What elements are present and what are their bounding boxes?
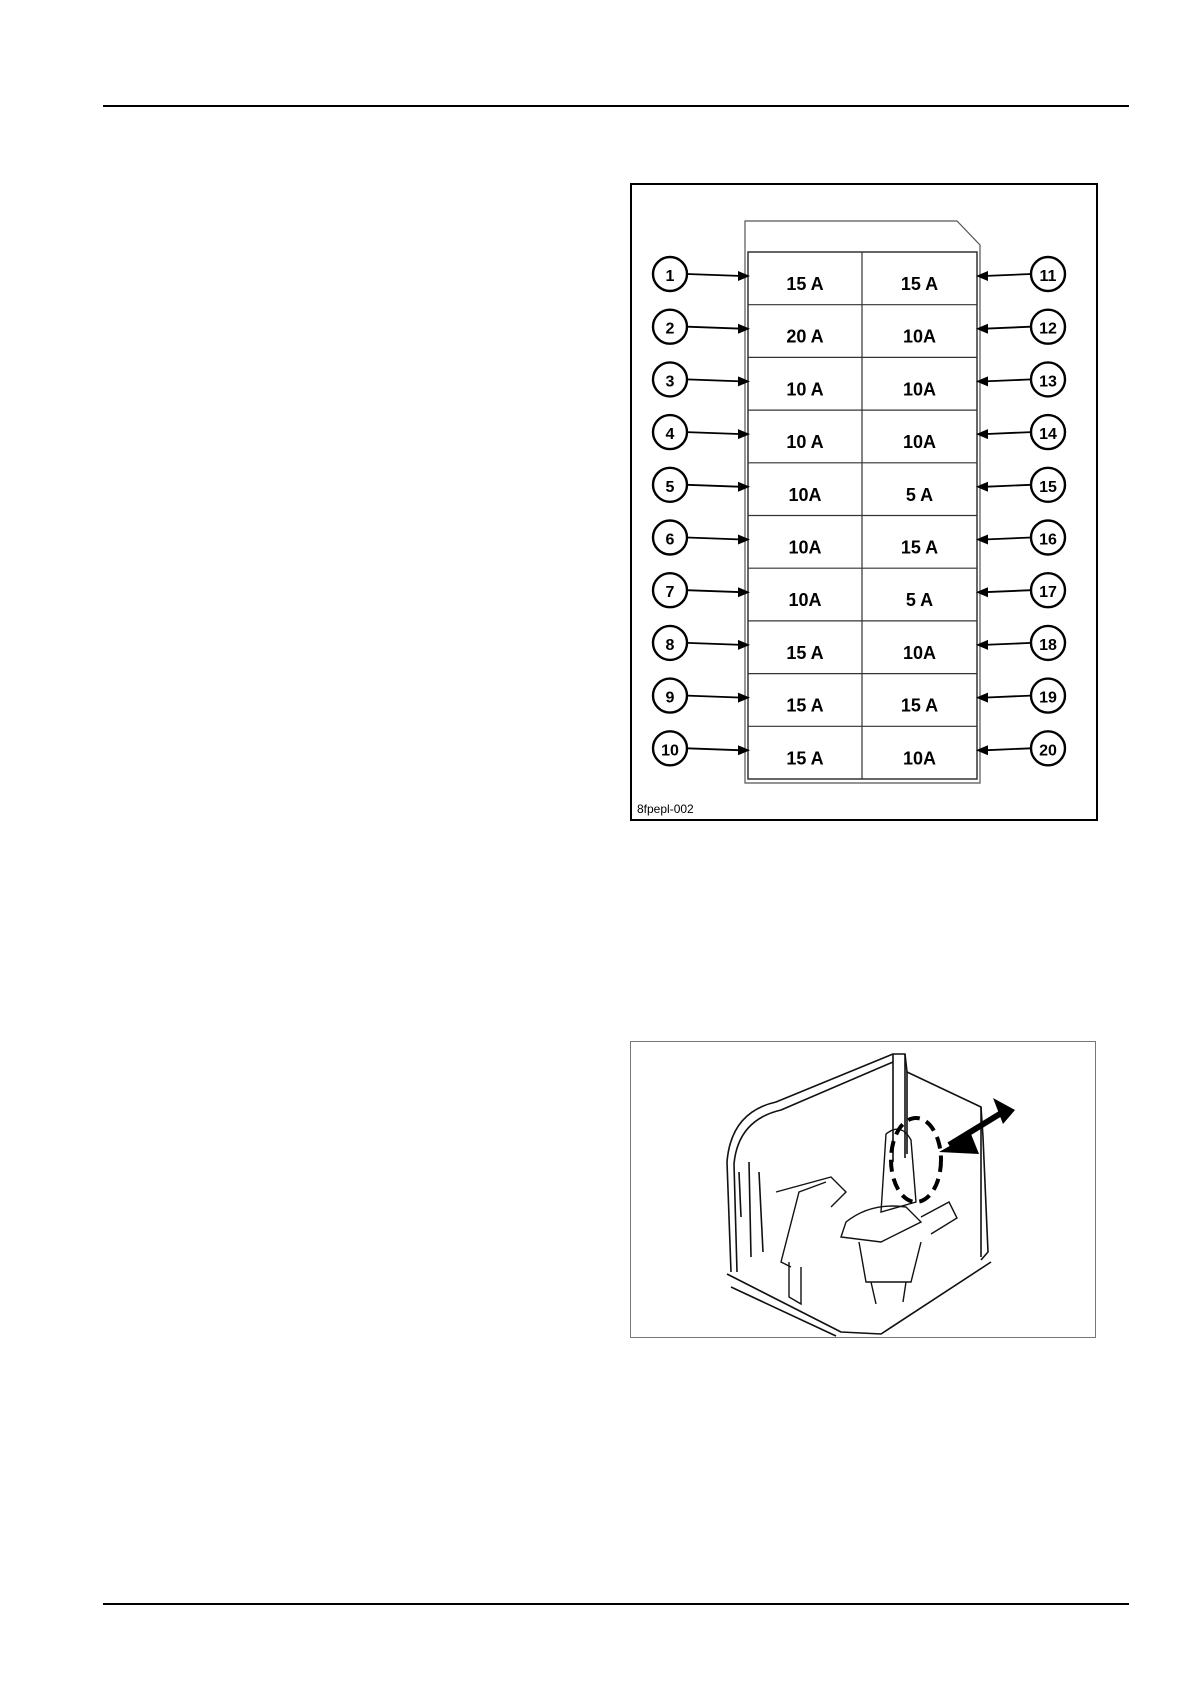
header-rule	[103, 105, 1129, 107]
callout-number-right: 20	[1039, 742, 1057, 760]
fuse-box-diagram	[632, 185, 1096, 785]
callout-arrow-right	[984, 590, 1031, 592]
callout-arrow-left	[687, 696, 742, 698]
callout-number-left: 7	[665, 584, 675, 602]
cab-frame	[727, 1054, 991, 1336]
arrowhead-left-icon	[976, 640, 988, 650]
callout-arrow-right	[984, 696, 1031, 698]
figure-label: 8fpepl-002	[637, 802, 694, 816]
pointer-arrow-icon	[939, 1098, 1015, 1154]
fuse-rating-right: 10A	[902, 432, 937, 453]
fuse-rating-left: 15 A	[786, 695, 824, 716]
arrowhead-left-icon	[976, 324, 988, 334]
callout-arrow-left	[687, 590, 742, 592]
footer-rule	[103, 1603, 1129, 1605]
arrowhead-left-icon	[976, 376, 988, 386]
fuse-rating-left: 20 A	[786, 326, 824, 347]
callout-number-right: 15	[1039, 478, 1057, 496]
callout-number-left: 3	[665, 373, 675, 391]
callout-arrow-right	[984, 432, 1031, 434]
arrowhead-left-icon	[976, 745, 988, 755]
callout-number-right: 19	[1039, 689, 1057, 707]
callout-number-left: 1	[665, 268, 675, 285]
fuse-rating-left: 10A	[788, 537, 822, 558]
fuse-rating-right: 5 A	[905, 590, 934, 611]
callout-arrow-right	[984, 643, 1031, 645]
operator-seat	[776, 1129, 957, 1304]
callout-number-left: 5	[665, 478, 675, 496]
fuse-rating-right: 15 A	[900, 274, 939, 294]
callout-arrow-left	[687, 748, 742, 750]
callout-number-right: 18	[1039, 636, 1057, 654]
callout-arrow-left	[687, 643, 742, 645]
arrowhead-left-icon	[976, 693, 988, 703]
callout-number-right: 16	[1039, 531, 1057, 549]
callout-number-right: 13	[1039, 373, 1057, 391]
fuse-box-figure	[630, 183, 1098, 821]
fuse-rating-left: 15 A	[786, 748, 824, 769]
cab-drawing	[631, 1042, 1095, 1337]
callout-arrow-left	[687, 379, 742, 381]
callout-arrow-right	[984, 538, 1031, 540]
callout-arrow-left	[687, 538, 742, 540]
highlight-circle	[891, 1118, 941, 1202]
fuse-rating-right: 5 A	[905, 484, 934, 505]
arrowhead-left-icon	[976, 482, 988, 492]
arrowhead-left-icon	[976, 429, 988, 439]
callout-number-left: 6	[665, 531, 675, 549]
fuse-rating-right: 15 A	[900, 695, 939, 716]
callout-arrow-right	[984, 748, 1031, 750]
callout-arrow-right	[984, 379, 1031, 381]
fuse-rating-right: 10A	[902, 748, 937, 769]
callout-number-right: 14	[1039, 426, 1057, 444]
callout-number-right: 17	[1039, 584, 1057, 602]
callout-arrow-left	[687, 485, 742, 487]
arrowhead-left-icon	[976, 535, 988, 545]
callout-arrow-right	[984, 274, 1031, 276]
callout-arrow-left	[687, 274, 742, 276]
callout-number-left: 2	[665, 320, 675, 338]
callout-number-left: 4	[665, 426, 675, 444]
fuse-rating-left: 10A	[788, 484, 822, 505]
fuse-rating-right: 10A	[902, 379, 937, 400]
fuse-rating-right: 15 A	[900, 537, 939, 558]
callout-arrow-right	[984, 485, 1031, 487]
fuse-rating-right: 10A	[902, 642, 937, 663]
callout-number-right: 12	[1039, 320, 1057, 338]
callout-arrow-left	[687, 432, 742, 434]
callout-number-right: 11	[1039, 268, 1057, 285]
callout-number-left: 10	[661, 742, 679, 760]
fuse-rating-left: 10 A	[786, 432, 824, 453]
fuse-rating-right: 10A	[902, 326, 937, 347]
callout-arrow-left	[687, 327, 742, 329]
fuse-rating-left: 10A	[788, 590, 822, 611]
arrowhead-left-icon	[976, 587, 988, 597]
callout-arrow-right	[984, 327, 1031, 329]
fuse-rating-left: 15 A	[786, 274, 824, 294]
fuse-rating-left: 15 A	[786, 642, 824, 663]
callout-number-left: 8	[665, 636, 675, 654]
callout-number-left: 9	[665, 689, 675, 707]
cab-illustration	[630, 1041, 1096, 1338]
arrowhead-left-icon	[976, 271, 988, 281]
fuse-rating-left: 10 A	[786, 379, 824, 400]
